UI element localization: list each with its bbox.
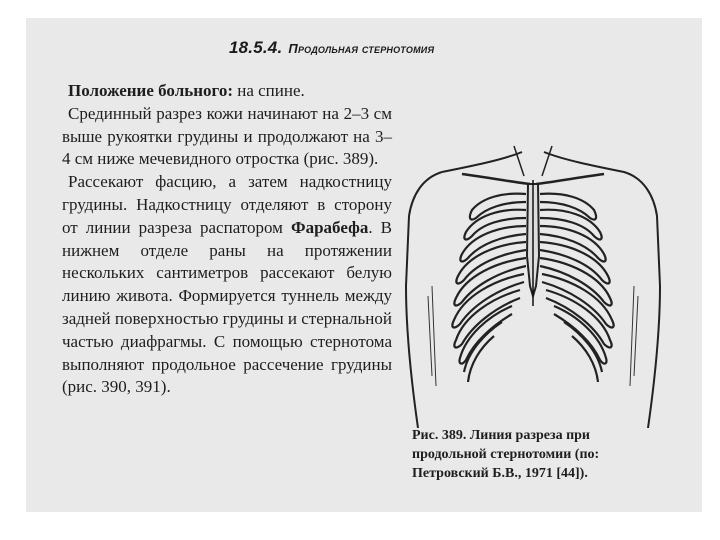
incision-paragraph: Срединный разрез кожи начинают на 2–3 см выше рукоятки грудины и продолжают на 3–4 см ниже мечевидного отростка (рис. 389). <box>62 103 392 169</box>
section-number: 18.5.4. <box>229 38 283 57</box>
raspatory-name: Фарабефа <box>291 217 369 237</box>
procedure-paragraph <box>62 171 392 399</box>
body-text <box>62 80 392 399</box>
ribcage-figure <box>402 136 664 428</box>
position-paragraph <box>62 80 392 103</box>
section-title: Продольная стернотомия <box>288 41 435 56</box>
procedure-text-1: Рассекают фасцию, а затем надкостницу грудины. Надкостницу отделяют в сторону от линии разреза распатором <box>62 172 392 237</box>
figure-caption: Рис. 389. Линия разреза при продольной стернотомии (по: Петровский Б.В., 1971 [44]). <box>412 428 600 481</box>
chest-ribcage-illustration-icon <box>402 136 664 428</box>
position-value: на спине. <box>232 81 305 100</box>
procedure-text-2: . В нижнем отделе раны на протяжении нескольких сантиметров рассекают белую линию живота. Формируется туннель между задней поверхностью грудины и стернальной частью диафрагмы. С помощью стернотома выполняют продольное рассечение грудины (рис. 390, 391). <box>62 217 392 397</box>
section-heading <box>229 38 434 58</box>
position-label: Положение больного: <box>68 81 233 100</box>
